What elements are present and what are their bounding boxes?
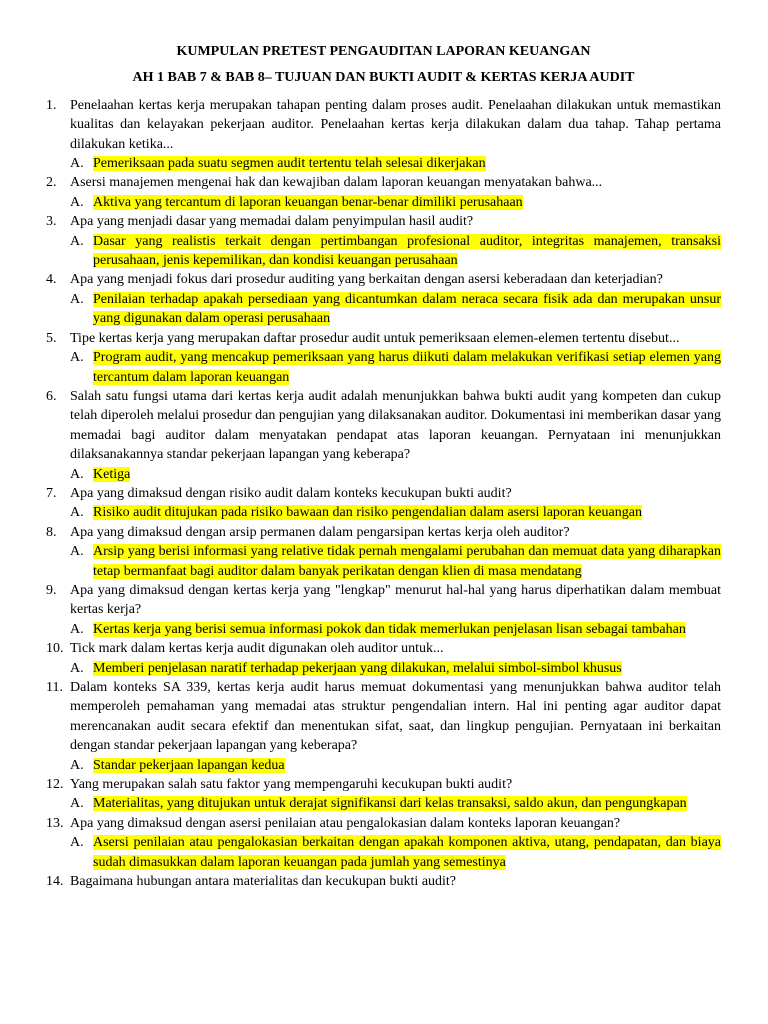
- answer-text-highlighted: Asersi penilaian atau pengalokasian berkaitan dengan apakah komponen aktiva, utang, pendapatan, dan biaya sudah dimasukkan dalam laporan keuangan pada jumlah yang semestinya: [93, 835, 721, 870]
- question-number: 7.: [46, 485, 57, 501]
- answer-text-highlighted: Pemeriksaan pada suatu segmen audit tertentu telah selesai dikerjakan: [93, 156, 486, 172]
- answer: [70, 193, 721, 212]
- answer-text-highlighted: Memberi penjelasan naratif terhadap pekerjaan yang dilakukan, melalui simbol-simbol khusus: [93, 660, 622, 676]
- answer-letter: A.: [70, 835, 84, 851]
- question-item: [46, 173, 721, 212]
- question-item: [46, 270, 721, 328]
- question-text: Apa yang menjadi dasar yang memadai dalam penyimpulan hasil audit?: [70, 214, 474, 230]
- question-item: [46, 523, 721, 581]
- answer-letter: A.: [70, 291, 84, 307]
- answer: [70, 503, 721, 522]
- question-number: 14.: [46, 874, 64, 890]
- answer-text-highlighted: Kertas kerja yang berisi semua informasi pokok dan tidak memerlukan penjelasan lisan sebagai tambahan: [93, 621, 686, 637]
- answer: [70, 290, 721, 329]
- answer: [70, 794, 721, 813]
- answer-letter: A.: [70, 156, 84, 172]
- question-item: [46, 639, 721, 678]
- question-text: Apa yang dimaksud dengan asersi penilaian atau pengalokasian dalam konteks laporan keuangan?: [70, 815, 621, 831]
- answer-letter: A.: [70, 505, 84, 521]
- answer-letter: A.: [70, 544, 84, 560]
- document-subtitle: AH 1 BAB 7 & BAB 8– TUJUAN DAN BUKTI AUDIT & KERTAS KERJA AUDIT: [132, 70, 635, 86]
- question-text: Salah satu fungsi utama dari kertas kerja audit adalah menunjukkan bahwa bukti audit yang kompeten dan cukup telah diperoleh melalui prosedur dan pengujian yang dilaksanakan auditor. Dokumentasi ini memberikan dasar yang memadai bagi auditor dalam menyatakan pendapat atas laporan keuangan. Pernyataan ini menunjukkan dilaksanakannya standar pekerjaan lapangan yang keberapa?: [70, 388, 721, 463]
- question-item: [46, 678, 721, 775]
- answer-letter: A.: [70, 350, 84, 366]
- question-text: Apa yang dimaksud dengan kertas kerja yang "lengkap" menurut hal-hal yang harus diperhatikan dalam membuat kertas kerja?: [70, 582, 721, 618]
- question-text: Asersi manajemen mengenai hak dan kewajiban dalam laporan keuangan menyatakan bahwa...: [70, 175, 603, 191]
- question-number: 12.: [46, 777, 64, 793]
- question-number: 13.: [46, 815, 64, 831]
- question-item: [46, 212, 721, 270]
- answer-text-highlighted: Ketiga: [93, 466, 131, 482]
- question-text: Bagaimana hubungan antara materialitas dan kecukupan bukti audit?: [70, 874, 457, 890]
- question-number: 9.: [46, 582, 57, 598]
- document-title: KUMPULAN PRETEST PENGAUDITAN LAPORAN KEUANGAN: [176, 44, 591, 59]
- answer: [70, 620, 721, 639]
- question-number: 11.: [46, 680, 63, 695]
- question-number: 5.: [46, 330, 57, 346]
- question-text: Apa yang menjadi fokus dari prosedur auditing yang berkaitan dengan asersi keberadaan dan keterjadian?: [70, 272, 663, 288]
- question-number: 1.: [46, 97, 57, 113]
- answer-text-highlighted: Dasar yang realistis terkait dengan pertimbangan profesional auditor, integritas manajemen, transaksi perusahaan, jenis kepemilikan, dan kondisi keuangan perusahaan: [93, 233, 721, 269]
- answer-text-highlighted: Standar pekerjaan lapangan kedua: [93, 757, 285, 773]
- question-number: 6.: [46, 388, 57, 404]
- answer: [70, 542, 721, 581]
- question-item: [46, 775, 721, 814]
- answer-letter: A.: [70, 757, 84, 773]
- answer-text-highlighted: Arsip yang berisi informasi yang relative tidak pernah mengalami perubahan dan memuat data yang diharapkan tetap bermanfaat bagi auditor dalam banyak perikatan dengan klien di masa mendatang: [93, 544, 721, 579]
- answer: [70, 465, 721, 484]
- question-text: Tick mark dalam kertas kerja audit digunakan oleh auditor untuk...: [70, 641, 444, 657]
- answer-letter: A.: [70, 660, 84, 676]
- question-text: Dalam konteks SA 339, kertas kerja audit harus memuat dokumentasi yang menunjukkan bahwa auditor telah memperoleh pemahaman yang memadai atas struktur pengendalian intern. Hal ini penting agar auditor dapat merencanakan audit secara efektif dan menentukan sifat, saat, dan lingkup pengujian. Pernyataan ini berkaitan dengan standar pekerjaan lapangan yang keberapa?: [70, 680, 721, 754]
- question-item: [46, 96, 721, 174]
- question-item: [46, 329, 721, 387]
- question-text: Tipe kertas kerja yang merupakan daftar prosedur audit untuk pemeriksaan elemen-elemen tertentu disebut...: [70, 330, 680, 346]
- answer: [70, 833, 721, 872]
- question-text: Yang merupakan salah satu faktor yang mempengaruhi kecukupan bukti audit?: [70, 777, 513, 793]
- answer: [70, 659, 721, 678]
- answer-letter: A.: [70, 796, 84, 812]
- question-number: 10.: [46, 641, 64, 657]
- answer-text-highlighted: Aktiva yang tercantum di laporan keuangan benar-benar dimiliki perusahaan: [93, 194, 523, 210]
- question-number: 4.: [46, 272, 57, 288]
- answer-letter: A.: [70, 621, 84, 637]
- answer: [70, 232, 721, 271]
- answer-text-highlighted: Penilaian terhadap apakah persediaan yang dicantumkan dalam neraca secara fisik ada dan merupakan unsur yang digunakan dalam operasi perusahaan: [93, 291, 721, 327]
- answer: [70, 348, 721, 387]
- question-list: [46, 96, 721, 892]
- answer-letter: A.: [70, 194, 84, 210]
- question-number: 2.: [46, 175, 57, 191]
- answer-text-highlighted: Risiko audit ditujukan pada risiko bawaan dan risiko pengendalian dalam asersi laporan keuangan: [93, 505, 642, 521]
- answer-text-highlighted: Program audit, yang mencakup pemeriksaan yang harus diikuti dalam melakukan verifikasi setiap elemen yang tercantum dalam laporan keuangan: [93, 350, 721, 385]
- question-item: [46, 872, 721, 891]
- question-item: [46, 484, 721, 523]
- question-item: [46, 387, 721, 484]
- answer-text-highlighted: Materialitas, yang ditujukan untuk derajat signifikansi dari kelas transaksi, saldo akun, dan pengungkapan: [93, 796, 687, 812]
- question-item: [46, 814, 721, 872]
- question-text: Penelaahan kertas kerja merupakan tahapan penting dalam proses audit. Penelaahan dilakukan untuk memastikan kualitas dan kelayakan pekerjaan auditor. Penelaahan kertas kerja dilakukan dalam dua tahap. Tahap pertama dilakukan ketika...: [70, 97, 721, 152]
- answer-letter: A.: [70, 466, 84, 482]
- question-item: [46, 581, 721, 639]
- answer-letter: A.: [70, 233, 84, 249]
- answer: [70, 756, 721, 775]
- question-text: Apa yang dimaksud dengan risiko audit dalam konteks kecukupan bukti audit?: [70, 485, 512, 501]
- answer: [70, 154, 721, 173]
- question-number: 8.: [46, 524, 57, 540]
- question-number: 3.: [46, 214, 57, 230]
- question-text: Apa yang dimaksud dengan arsip permanen dalam pengarsipan kertas kerja oleh auditor?: [70, 524, 570, 540]
